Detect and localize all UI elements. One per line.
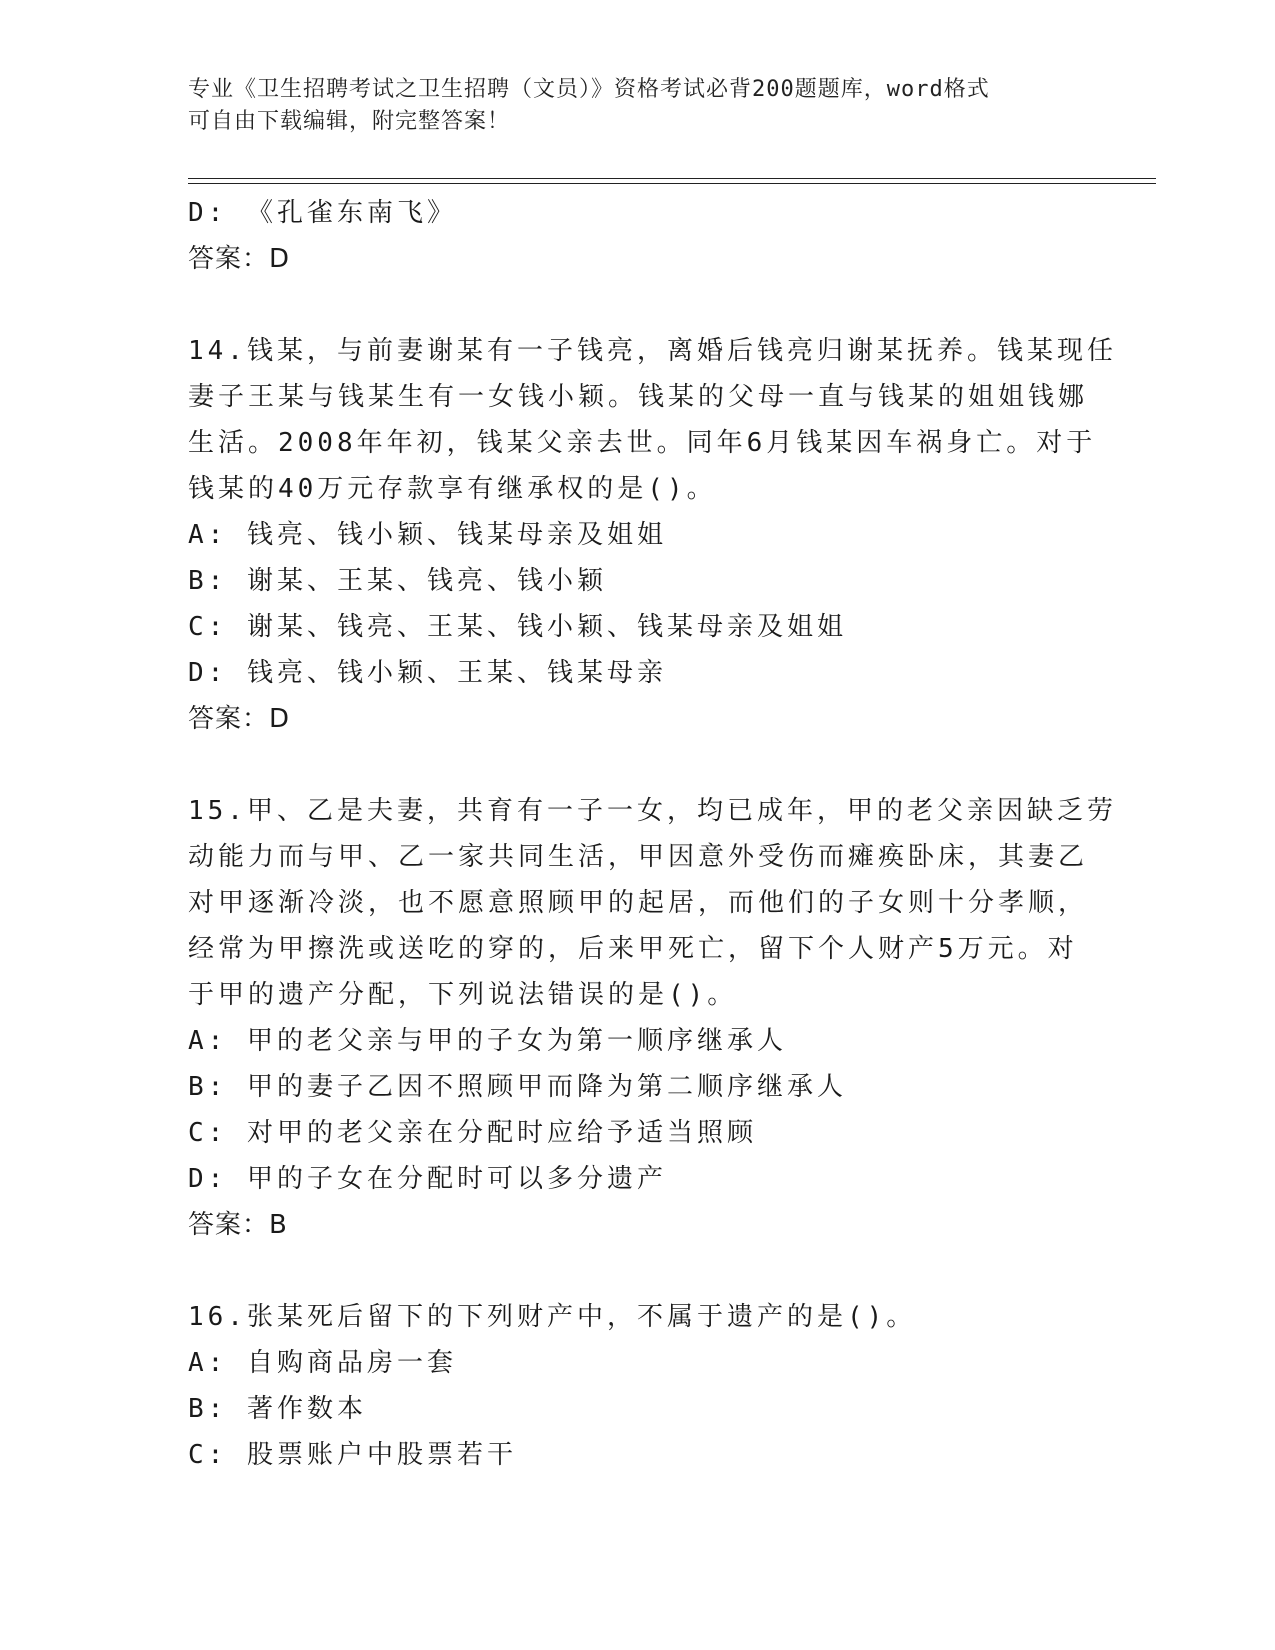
prev-answer: 答案：D <box>188 244 291 274</box>
question-14-option-d: D: 钱亮、钱小颖、王某、钱某母亲 <box>188 658 667 688</box>
question-15-option-d: D: 甲的子女在分配时可以多分遗产 <box>188 1164 667 1194</box>
question-15-stem-line: 于甲的遗产分配，下列说法错误的是()。 <box>188 980 738 1010</box>
question-15 <box>188 788 1117 1248</box>
document-header <box>188 74 1088 138</box>
header-line-2: 可自由下载编辑，附完整答案！ <box>188 109 511 134</box>
header-divider-bottom <box>188 183 1156 184</box>
question-14-answer: 答案：D <box>188 704 291 734</box>
question-16-option-a: A: 自购商品房一套 <box>188 1348 457 1378</box>
question-16-stem-line: 16.张某死后留下的下列财产中，不属于遗产的是()。 <box>188 1302 917 1332</box>
question-15-stem-line: 经常为甲擦洗或送吃的穿的，后来甲死亡，留下个人财产5万元。对 <box>188 934 1078 964</box>
question-14 <box>188 328 1117 742</box>
question-15-answer: 答案：B <box>188 1210 288 1240</box>
question-14-stem-line: 钱某的40万元存款享有继承权的是()。 <box>188 474 717 504</box>
question-15-option-c: C: 对甲的老父亲在分配时应给予适当照顾 <box>188 1118 757 1148</box>
question-14-option-b: B: 谢某、王某、钱亮、钱小颖 <box>188 566 607 596</box>
question-15-stem-line: 动能力而与甲、乙一家共同生活，甲因意外受伤而瘫痪卧床，其妻乙 <box>188 842 1089 872</box>
header-divider-top <box>188 178 1156 179</box>
question-16-option-c: C: 股票账户中股票若干 <box>188 1440 517 1470</box>
question-14-stem-line: 生活。2008年年初，钱某父亲去世。同年6月钱某因车祸身亡。对于 <box>188 428 1097 458</box>
question-14-stem-line: 妻子王某与钱某生有一女钱小颖。钱某的父母一直与钱某的姐姐钱娜 <box>188 382 1089 412</box>
question-14-option-c: C: 谢某、钱亮、王某、钱小颖、钱某母亲及姐姐 <box>188 612 847 642</box>
question-16 <box>188 1294 1088 1478</box>
question-15-stem-line: 15.甲、乙是夫妻，共育有一子一女，均已成年，甲的老父亲因缺乏劳 <box>188 796 1117 826</box>
question-16-option-b: B: 著作数本 <box>188 1394 367 1424</box>
question-list <box>188 190 1117 1478</box>
prev-option-d: D: 《孔雀东南飞》 <box>188 198 457 228</box>
question-15-stem-line: 对甲逐渐冷淡，也不愿意照顾甲的起居，而他们的子女则十分孝顺， <box>188 888 1089 918</box>
question-15-option-a: A: 甲的老父亲与甲的子女为第一顺序继承人 <box>188 1026 787 1056</box>
question-14-option-a: A: 钱亮、钱小颖、钱某母亲及姐姐 <box>188 520 667 550</box>
question-15-option-b: B: 甲的妻子乙因不照顾甲而降为第二顺序继承人 <box>188 1072 847 1102</box>
question-14-stem-line: 14.钱某，与前妻谢某有一子钱亮，离婚后钱亮归谢某抚养。钱某现任 <box>188 336 1117 366</box>
header-line-1: 专业《卫生招聘考试之卫生招聘（文员）》资格考试必背200题题库，word格式 <box>188 77 990 102</box>
